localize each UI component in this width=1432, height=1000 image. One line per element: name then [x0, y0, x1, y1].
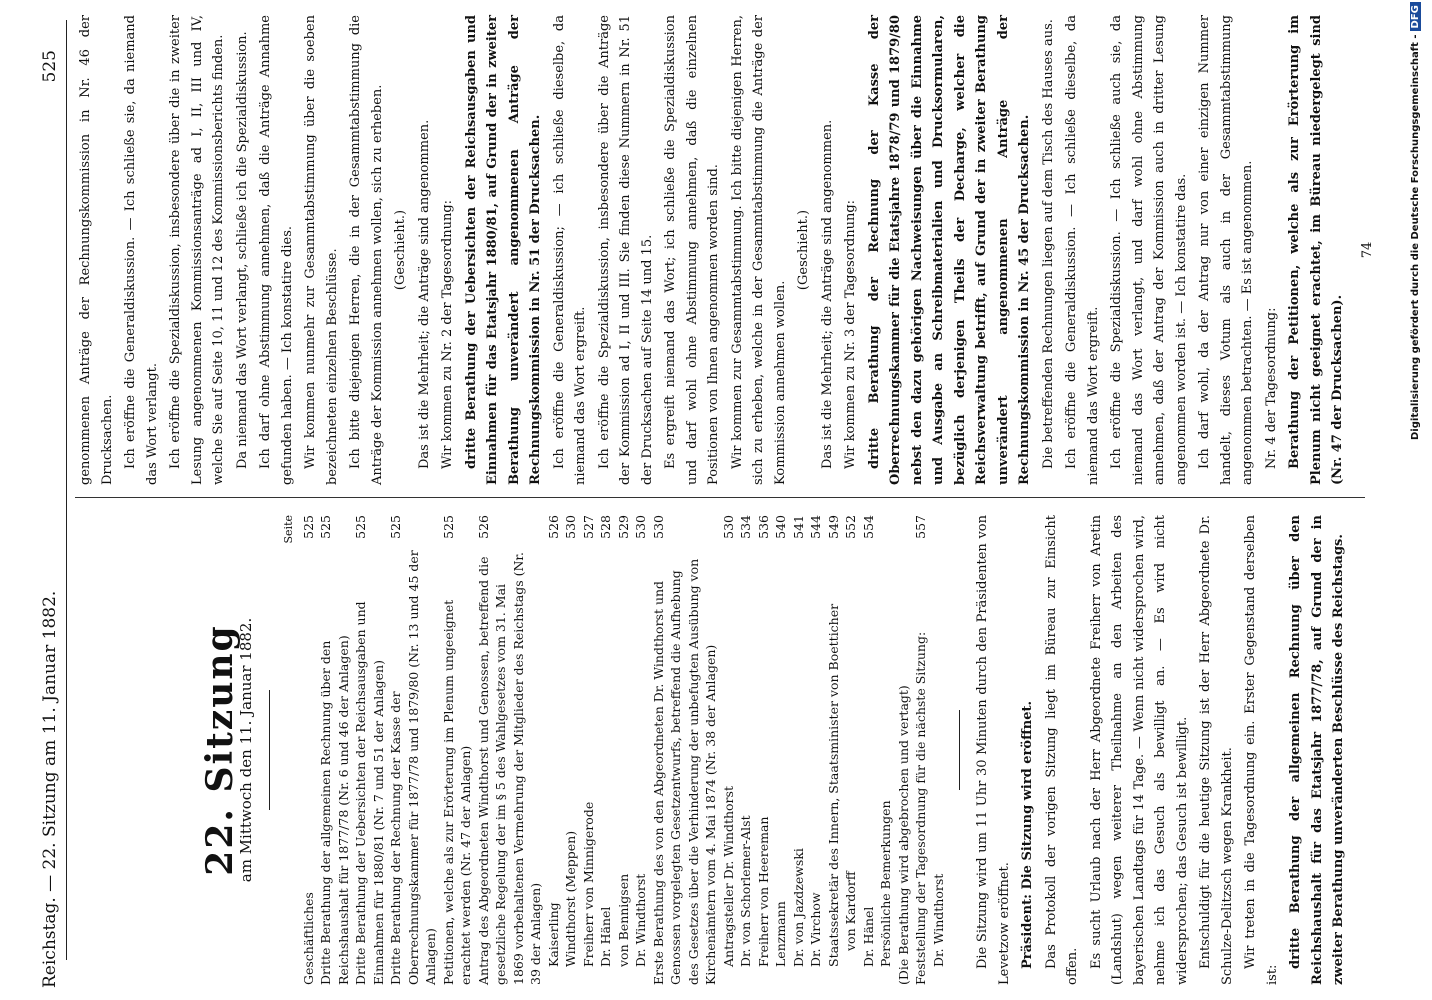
body-paragraph: Wir kommen zu Nr. 2 der Tagesordnung: — [440, 199, 455, 469]
toc-rule — [959, 710, 960, 790]
toc-entry — [825, 515, 843, 985]
body-paragraph: Entschuldigt für die heutige Sitzung ist der Herr Abgeordnete Dr. Schulze-Delitzsch wegen Krankheit. — [1198, 515, 1235, 985]
toc-entry-title: Staatssekretär des Innern, Staatsminister von Boetticher — [825, 603, 841, 967]
toc-entry-page — [930, 515, 948, 549]
toc-entry-title: Feststellung der Tagesordnung für die nächste Sitzung: — [913, 631, 928, 985]
toc-entry-title: (Die Berathung wird abgebrochen und vertagt) — [895, 685, 911, 985]
running-header — [40, 0, 66, 1000]
title-rule — [269, 690, 270, 810]
body-paragraph: Es sucht Urlaub nach der Herr Abgeordnete Freiherr von Aretin (Landshut) wegen weiterer Theilnahme an den Arbeiten des bayerischen Landtags für 14 Tage. — Wenn nicht widersprochen wird, nehme ich das Gesuch als bewilligt an. — Es wird nicht widersprochen; das Gesuch ist bewilligt. — [1088, 515, 1190, 985]
toc-entry-title: Dr. Hänel — [860, 906, 876, 967]
left-body — [972, 515, 1350, 985]
toc-entry — [580, 515, 598, 985]
toc-entry-title: von Kardorff — [843, 871, 858, 951]
toc-entry-page: 526 — [475, 515, 491, 539]
body-paragraph: Nr. 4 der Tagesordnung: — [1263, 307, 1279, 469]
toc-entry-title: Dr. Windthorst — [633, 873, 648, 967]
session-date: am Mittwoch den 11. Januar 1882. — [236, 617, 255, 883]
toc-entry — [772, 515, 790, 985]
toc-page-label: Seite — [282, 515, 295, 544]
body-paragraph: Ich bitte diejenigen Herren, die in der Gesammtabstimmung die Anträge der Kommission annehmen wollen, sich zu erheben. — [348, 15, 385, 485]
toc-entry — [737, 515, 755, 985]
digitalization-text: Digitalisierung gefördert durch die Deutsche Forschungsgemeinschaft - — [1410, 34, 1421, 440]
toc-entry-page: 525 — [440, 515, 456, 539]
header-rule — [66, 20, 67, 960]
left-column — [75, 515, 1352, 985]
toc-entry-page: 549 — [825, 515, 841, 539]
toc-entry-page: 530 — [650, 515, 666, 539]
dfg-logo: DFG — [1410, 2, 1421, 31]
body-paragraph: Da niemand das Wort verlangt, schließe ich die Spezialdiskussion. — [234, 31, 250, 469]
toc-entry-page: 554 — [860, 515, 876, 539]
body-paragraph: Das ist die Mehrheit; die Anträge sind angenommen. — [416, 119, 432, 469]
toc-entry-title: Lenzmann — [773, 901, 788, 967]
toc-entry-page: 525 — [318, 515, 333, 539]
toc-entry-title: Erste Berathung des von den Abgeordneten Dr. Windthorst und Genossen vorgelegten Gesetzentwurfs, betreffend die Aufhebung des Gesetzes über die Verhinderung der unbefugten Ausübung von Kirchenämtern vom 4. Mai 1874 (Nr. 38 der Anlagen) — [650, 558, 718, 985]
toc-entry — [440, 515, 475, 985]
toc-entry — [755, 515, 773, 985]
toc-entry-page: 530 — [720, 515, 736, 539]
body-paragraph: Ich eröffne die Spezialdiskussion, insbesondere über die Anträge der Kommission ad I, II und III. Sie finden diese Nummern in Nr. 51 der Drucksachen auf Seite 14 und 15. — [596, 15, 655, 485]
body-paragraph: Wir kommen zur Gesammtabstimmung. Ich bitte diejenigen Herren, sich zu erheben, welche in der Gesammtabstimmung die Anträge der Kommission annehmen wollen. — [729, 15, 788, 485]
toc-entry-title: Dritte Berathung der Rechnung der Kasse der Oberrechnungskammer für 1877/78 und 1879/80 (Nr. 13 und 45 der Anlagen) — [388, 550, 438, 985]
table-of-contents — [300, 515, 948, 985]
toc-entry-title: Dr. Hänel — [598, 906, 613, 967]
toc-entry-page: 527 — [580, 515, 596, 539]
toc-entry-title: Antragsteller Dr. Windthorst — [720, 786, 736, 967]
toc-entry-page: 530 — [633, 515, 648, 539]
body-paragraph: Wir treten in die Tagesordnung ein. Erster Gegenstand derselben ist: — [1243, 515, 1280, 985]
toc-entry — [317, 515, 352, 985]
toc-entry-page: 552 — [843, 515, 858, 539]
column-divider — [75, 497, 1365, 498]
toc-entry-title: Dritte Berathung der Uebersichten der Reichsausgaben und Einnahmen für 1880/81 (Nr. 7 und 51 der Anlagen) — [353, 601, 386, 985]
toc-entry-page: 536 — [755, 515, 771, 539]
toc-entry — [632, 515, 650, 985]
toc-entry-title: Dr. von Schorlemer-Alst — [738, 815, 753, 967]
body-paragraph: Ich darf wohl, da der Antrag nur von einer einzigen Nummer handelt, dieses Votum als auch in der Gesammtabstimmung angenommen betrachten. — Es ist angenommen. — [1197, 15, 1255, 485]
toc-entry-title: Dr. Windthorst — [930, 873, 946, 967]
toc-entry-title: Dr. von Jazdzewski — [790, 848, 806, 967]
toc-entry — [720, 515, 738, 985]
toc-entry — [930, 515, 948, 985]
toc-entry-page: 544 — [808, 515, 823, 539]
body-paragraph: Ich eröffne die Spezialdiskussion, insbesondere über die in zweiter Lesung angenommenen Kommissionsanträge ad I, II, III und IV, welche Sie auf Seite 10, 11 und 12 des Kommissionsberichts finden. — [168, 15, 226, 485]
toc-entry — [912, 515, 930, 985]
toc-entry — [790, 515, 808, 985]
body-paragraph: Das ist die Mehrheit; die Anträge sind angenommen. — [819, 119, 835, 469]
toc-entry-page: 557 — [913, 515, 928, 539]
toc-entry — [300, 515, 318, 985]
body-paragraph: Präsident: Die Sitzung wird eröffnet. — [1020, 701, 1035, 969]
body-paragraph: (Geschieht.) — [796, 209, 811, 291]
body-paragraph: Die betreffenden Rechnungen liegen auf dem Tisch des Hauses aus. — [1040, 19, 1056, 469]
toc-entry — [877, 515, 895, 985]
body-paragraph: Ich eröffne die Generaldiskussion. — Ich schließe sie, da niemand das Wort verlangt. — [123, 15, 160, 485]
body-paragraph: dritte Berathung der Rechnung der Kasse der Oberrechnungskammer für die Etatsjahre 1878/79 und 1879/80 nebst den dazu gehörigen Nachweisungen über die Einnahme und Ausgabe an Schreibmaterialien und Drucksormularen, bezüglich derjenigen Theils der Decharge, welcher die Reichsverwaltung betrifft, auf Grund der in zweiter Berathung unverändert angenommenen Anträge der Rechnungskommission in Nr. 45 der Drucksachen. — [866, 15, 1032, 485]
toc-entry-title: Dritte Berathung der allgemeinen Rechnung über den Reichshaushalt für 1877/78 (Nr. 6 und 46 der Anlagen) — [318, 635, 351, 985]
toc-entry-page: 525 — [388, 515, 403, 539]
toc-entry — [650, 515, 720, 985]
toc-entry-page — [895, 515, 913, 549]
toc-entry-title: Geschäftliches — [300, 892, 316, 985]
toc-entry — [895, 515, 913, 985]
body-paragraph: genommenen Anträge der Rechnungskommission in Nr. 46 der Drucksachen. — [78, 15, 115, 485]
toc-entry — [615, 515, 633, 985]
digitalization-note — [1410, 2, 1421, 440]
toc-entry — [807, 515, 825, 985]
toc-entry — [352, 515, 387, 985]
toc-entry-title: Dr. Virchow — [808, 892, 823, 967]
body-paragraph: Die Sitzung wird um 11 Uhr 30 Minuten durch den Präsidenten von Levetzow eröffnet. — [975, 515, 1012, 985]
toc-entry — [842, 515, 860, 985]
body-paragraph: dritte Berathung der allgemeinen Rechnung über den Reichshaushalt für das Etatsjahr 1877/78, auf Grund der in zweiter Berathung unveränderten Beschlüsse des Reichstags. — [1288, 515, 1346, 985]
toc-entry-title: von Bennigsen — [615, 873, 631, 967]
toc-entry-title: Freiherr von Minnigerode — [580, 801, 596, 967]
page-footer-number: 74 — [1359, 241, 1375, 259]
toc-entry-title: Windthorst (Meppen) — [563, 830, 578, 967]
toc-entry-title: Antrag des Abgeordneten Windthorst und Genossen, betreffend die gesetzliche Regelung der im § 5 des Wahlgesetzes vom 31. Mai 1869 vorbehaltenen Vermehrung der Mitglieder des Reichstags (Nr. 39 der Anlagen) — [475, 552, 543, 985]
header-page-number: 525 — [40, 50, 60, 83]
toc-entry-page: 525 — [300, 515, 316, 539]
header-title: Reichstag. — 22. Sitzung am 11. Januar 1882. — [40, 590, 60, 988]
body-paragraph: Berathung der Petitionen, welche als zur Erörterung im Plenum nicht geeignet erachtet, im Büreau niedergelegt sind (Nr. 47 der Drucksachen). — [1287, 15, 1345, 485]
toc-entry-page: 526 — [545, 515, 561, 539]
toc-entry-page: 540 — [773, 515, 788, 539]
body-paragraph: Wir kommen zu Nr. 3 der Tagesordnung: — [843, 199, 858, 469]
toc-entry — [860, 515, 878, 985]
body-paragraph: Ich darf ohne Abstimmung annehmen, daß die Anträge Annahme gefunden haben. — Ich konstatire dies. — [258, 15, 295, 485]
body-paragraph: Ich eröffne die Generaldiskussion; — ich schließe dieselbe, da niemand das Wort ergreift. — [551, 15, 588, 485]
body-paragraph: Das Protokoll der vorigen Sitzung liegt im Büreau zur Einsicht offen. — [1043, 515, 1080, 985]
right-column — [75, 15, 1378, 485]
toc-entry-page: 529 — [615, 515, 631, 539]
toc-entry-title: Petitionen, welche als zur Erörterung im Plenum ungeeignet erachtet werden (Nr. 47 der Anlagen) — [440, 599, 473, 985]
body-paragraph: Es ergreift niemand das Wort; ich schließe die Spezialdiskussion und darf wohl ohne Abstimmung annehmen, daß die einzelnen Positionen von Ihnen angenommen worden sind. — [663, 15, 721, 485]
toc-entry — [387, 515, 440, 985]
toc-entry-title: Persönliche Bemerkungen — [878, 800, 893, 967]
toc-entry-page: 530 — [563, 515, 578, 539]
body-paragraph: Ich eröffne die Generaldiskussion. — Ich schließe dieselbe, da niemand das Wort ergreift. — [1064, 15, 1101, 485]
right-body — [75, 15, 1349, 485]
toc-entry — [475, 515, 545, 985]
toc-entry — [597, 515, 615, 985]
toc-entry-title: Freiherr von Heereman — [755, 816, 771, 967]
toc-entry-page — [877, 515, 895, 549]
session-title: 22. Sitzung — [199, 624, 241, 876]
toc-entry-page: 528 — [598, 515, 613, 539]
toc-entry-page: 541 — [790, 515, 806, 539]
toc-entry — [545, 515, 563, 985]
body-paragraph: Wir kommen nunmehr zur Gesammtabstimmung über die soeben bezeichneten einzelnen Beschlüsse. — [303, 15, 340, 485]
toc-entry-page: 534 — [738, 515, 753, 539]
toc-entry-page: 525 — [353, 515, 368, 539]
toc-entry-title: Kaiserling — [545, 902, 561, 967]
body-paragraph: (Geschieht.) — [393, 209, 408, 291]
body-paragraph: Ich eröffne die Spezialdiskussion. — Ich schließe auch sie, da niemand das Wort verlangt, und darf wohl ohne Abstimmung annehmen, daß der Antrag der Kommission auch in dritter Lesung angenommen worden ist. — Ich konstatire das. — [1109, 15, 1189, 485]
body-paragraph: dritte Berathung der Uebersichten der Reichsausgaben und Einnahmen für das Etatsjahr 1880/81, auf Grund der in zweiter Berathung unverändert angenommenen Anträge der Rechnungskommission in Nr. 51 der Drucksachen. — [463, 15, 543, 485]
toc-entry — [562, 515, 580, 985]
